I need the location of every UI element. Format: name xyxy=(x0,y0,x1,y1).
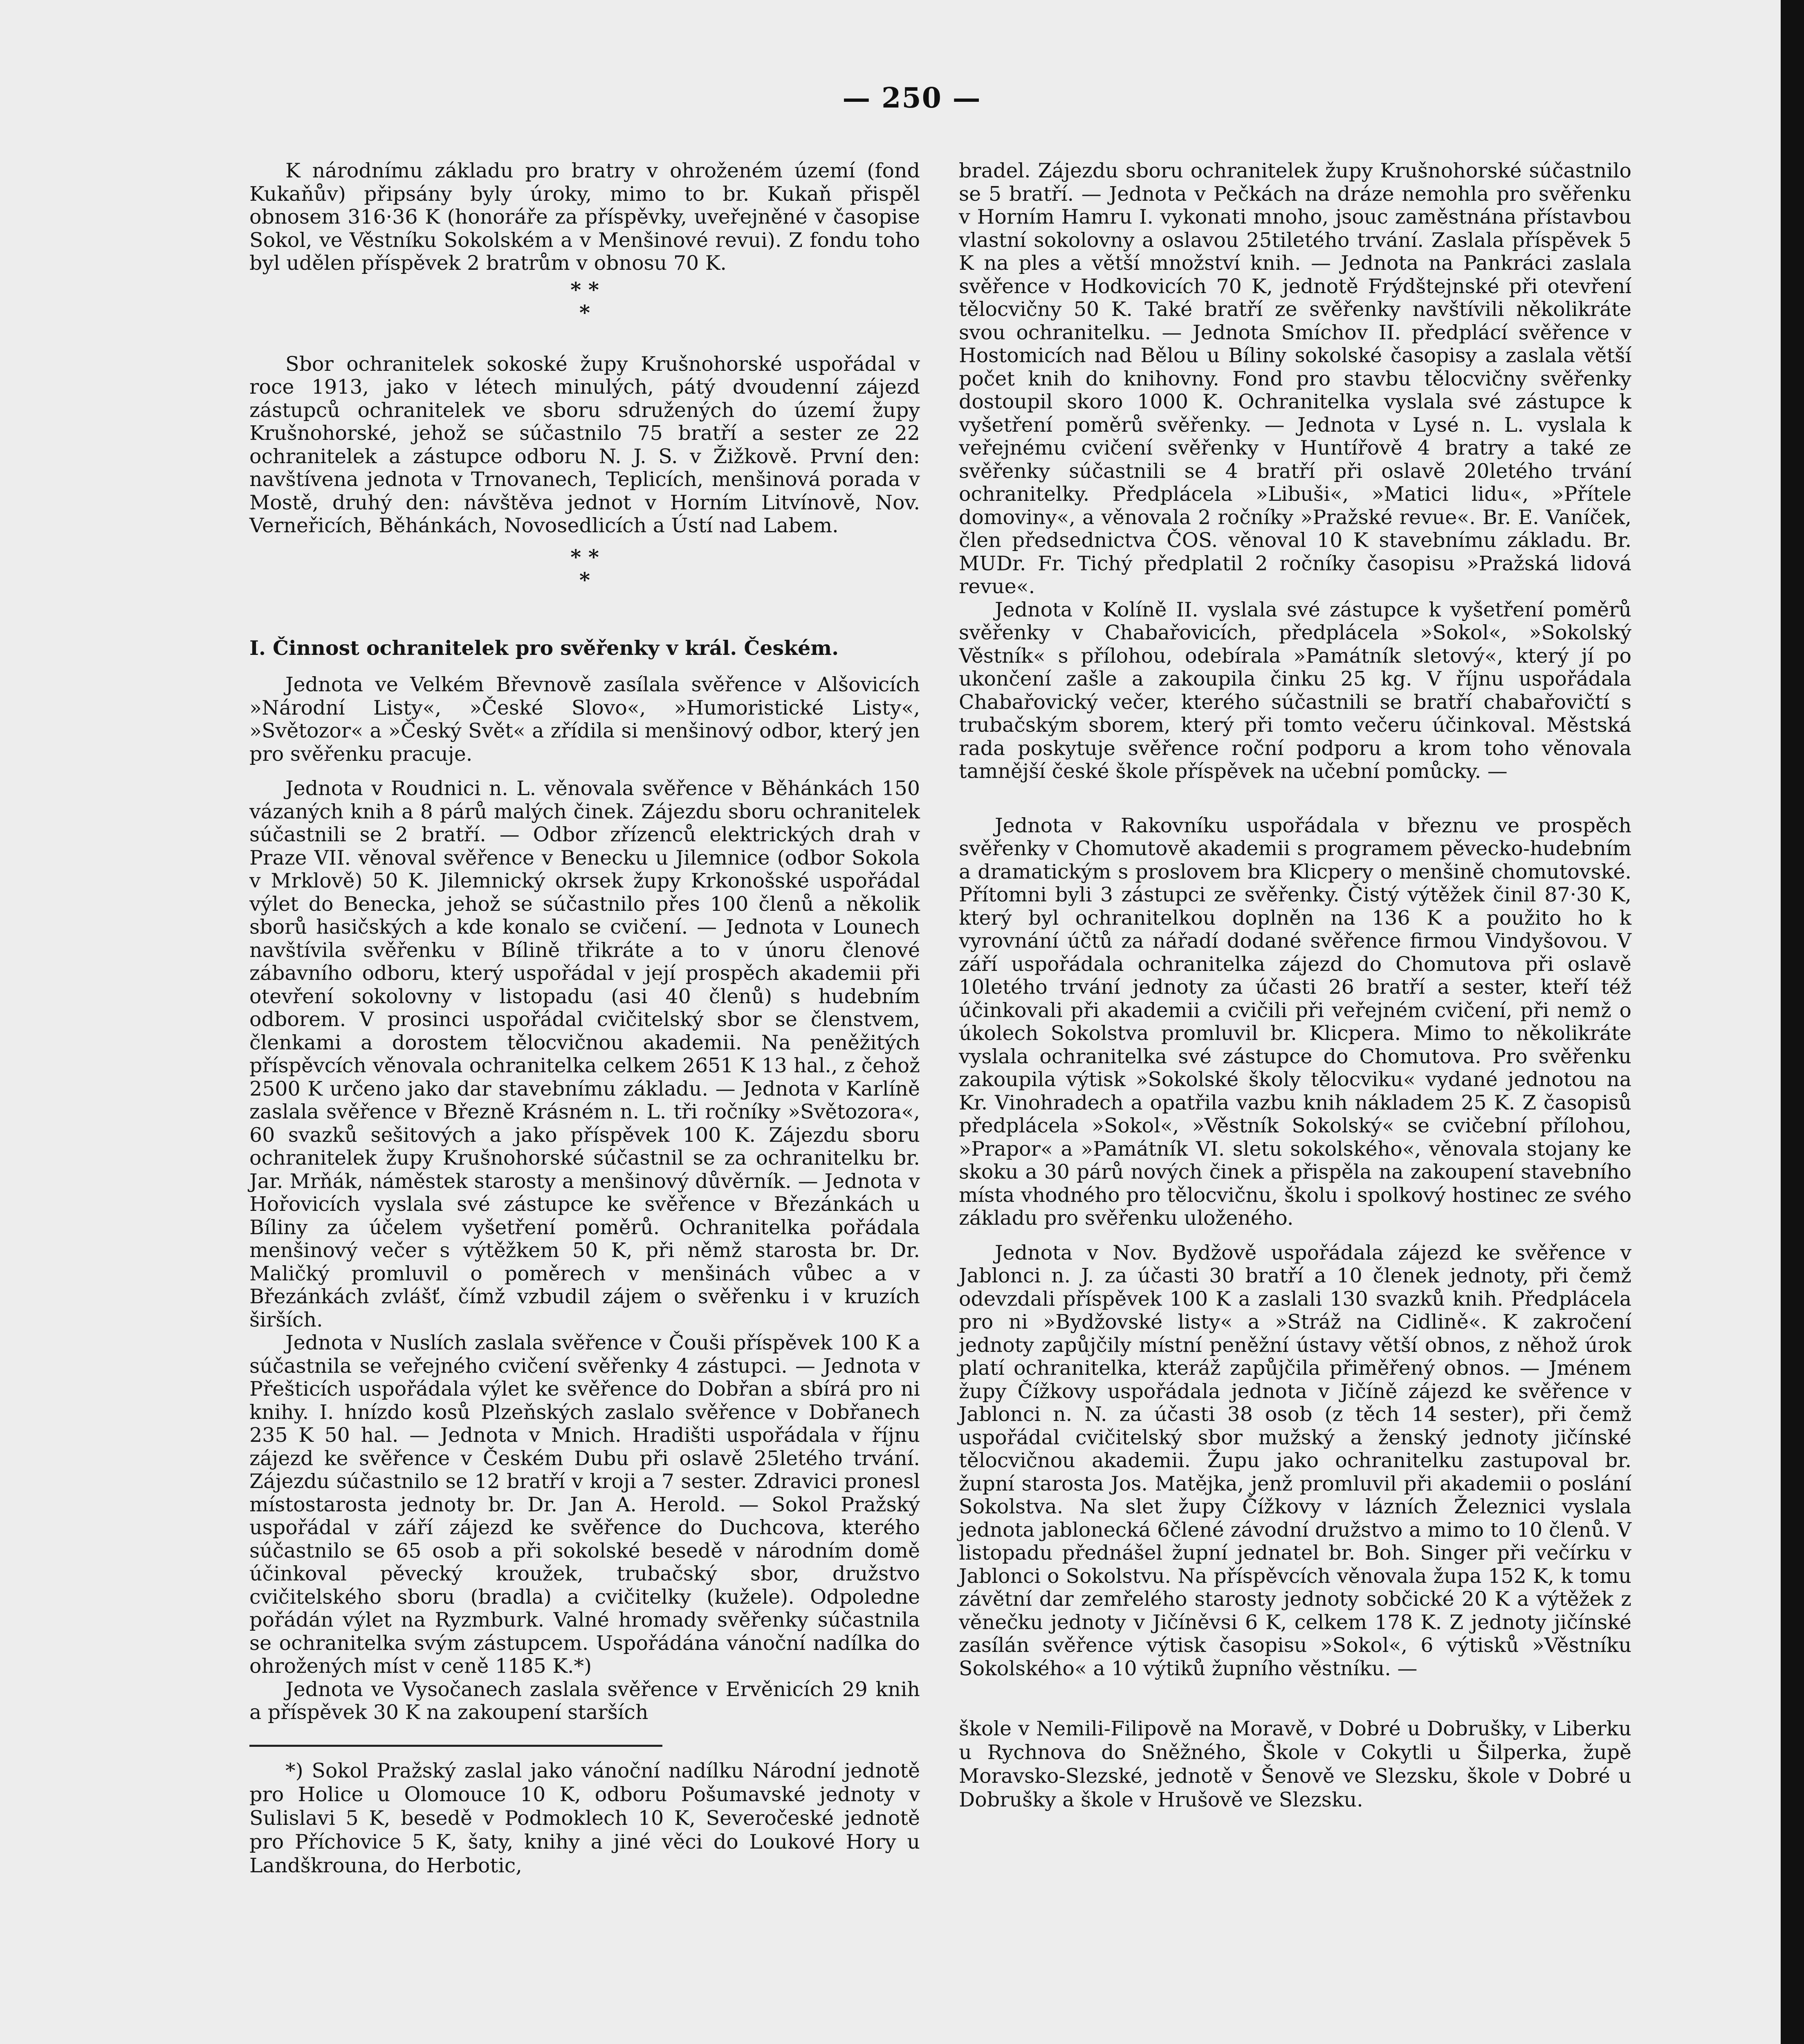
paragraph-vysocany: Jednota ve Vysočanech zaslala svěřence v Ervěnicích 29 knih a příspěvek 30 K na zakoupení starších xyxy=(249,1677,920,1724)
footnote-rule xyxy=(249,1745,662,1747)
right-column xyxy=(959,159,1631,1812)
scan-border-right xyxy=(1781,0,1804,2044)
paragraph-fund-kukan: K národnímu základu pro bratry v ohroženém území (fond Kukaňův) připsány byly úroky, mimo to br. Kukaň přispěl obnosem 316·36 K (honoráře za příspěvky, uveřejněné v časopise Sokol, ve Věstníku Sokolském a v Menšinové revui). Z fondu toho byl udělen příspěvek 2 bratrům v obnosu 70 K. xyxy=(249,159,920,275)
left-column xyxy=(249,159,920,1878)
paragraph-continuation: bradel. Zájezdu sboru ochranitelek župy Krušnohorské súčastnilo se 5 bratří. — Jednota v Pečkách na dráze nemohla pro svěřenku v Horním Hamru I. vykonati mnoho, jsouc zaměstnána přístavbou vlastní sokolovny a oslavou 25tiletého trvání. Zaslala příspěvek 5 K na ples a větší množství knih. — Jednota na Pankráci zaslala svěřence v Hodkovicích 70 K, jednotě Frýdštejnské při otevření tělocvičny 50 K. Také bratří ze svěřenky navštívili několikráte svou ochranitelku. — Jednota Smíchov II. předplácí svěřence v Hostomicích nad Bělou u Bíliny sokolské časopisy a zaslala větší počet knih do knihovny. Fond pro stavbu tělocvičny svěřenky dostoupil skoro 1000 K. Ochranitelka vyslala své zástupce k vyšetření poměrů svěřenky. — Jednota v Lysé n. L. vyslala k veřejnému cvičení svěřenky v Huntířově 4 bratry a také ze svěřenky súčastnili se 4 bratří při oslavě 20letého trvání ochranitelky. Předplácela »Libuši«, »Matici lidu«, »Přítele domoviny«, a věnovala 2 ročníky »Pražské revue«. Br. E. Vaníček, člen předsednictva ČOS. věnoval 10 K stavebnímu základu. Br. MUDr. Fr. Tichý předplatil 2 ročníky časopisu »Pražská lidová revue«. xyxy=(959,159,1631,598)
page-number: — 250 — xyxy=(842,82,981,114)
footnote-continuation: škole v Nemili-Filipově na Moravě, v Dobré u Dobrušky, v Liberku u Rychnova do Sněžného, Škole v Cokytli u Šilperka, župě Moravsko-Slezské, jednotě v Šenově ve Slezsku, škole v Dobré u Dobrušky a škole v Hrušově ve Slezsku. xyxy=(959,1717,1631,1811)
paragraph-krusnohorska-trip: Sbor ochranitelek sokoské župy Krušnohorské uspořádal v roce 1913, jako v létech minulých, pátý dvoudenní zájezd zástupců ochranitelek ve sboru sdružených do území župy Krušnohorské, jehož se súčastnilo 75 bratří a sester ze 22 ochranitelek a zástupce odboru N. J. S. v Žižkově. První den: navštívena jednota v Trnovanech, Teplicích, menšinová porada v Mostě, druhý den: návštěva jednot v Horním Litvínově, Nov. Verneřicích, Běhánkách, Novosedlicích a Ústí nad Labem. xyxy=(249,352,920,537)
paragraph-nusle: Jednota v Nuslích zaslala svěřence v Čouši příspěvek 100 K a súčastnila se veřejného cvičení svěřenky 4 zástupci. — Jednota v Přešticích uspořádala výlet ke svěřence do Dobřan a sbírá pro ni knihy. I. hnízdo kosů Plzeňských zaslalo svěřence v Dobřanech 235 K 50 hal. — Jednota v Mnich. Hradišti uspořádala v říjnu zájezd ke svěřence v Českém Dubu při oslavě 25letého trvání. Zájezdu súčastnilo se 12 bratří v kroji a 7 sester. Zdravici pronesl místostarosta jednoty br. Dr. Jan A. Herold. — Sokol Pražský uspořádal v září zájezd ke svěřence do Duchcova, kterého súčastnilo se 65 osob a při sokolské besedě v národním domě účinkoval pěvecký kroužek, trubačský sbor, družstvo cvičitelského sboru (bradla) a cvičitelky (kužele). Odpoledne pořádán výlet na Ryzmburk. Valné hromady svěřenky súčastnila se ochranitelka svým zástupcem. Uspořádána vánoční nadílka do ohrožených míst v ceně 1185 K.*) xyxy=(249,1331,920,1678)
paragraph-brevnov: Jednota ve Velkém Břevnově zasílala svěřence v Alšovicích »Národní Listy«, »České Slovo«, »Humoristické Listy«, »Světozor« a »Český Svět« a zřídila si menšinový odbor, který jen pro svěřenku pracuje. xyxy=(249,673,920,766)
footnote: *) Sokol Pražský zaslal jako vánoční nadílku Národní jednotě pro Holice u Olomouce 10 K, odboru Pošumavské jednoty v Sulislavi 5 K, besedě v Podmoklech 10 K, Severočeské jednotě pro Příchovice 5 K, šaty, knihy a jiné věci do Loukové Hory u Landškrouna, do Herbotic, xyxy=(249,1759,920,1877)
section-heading: I. Činnost ochranitelek pro svěřenky v král. Českém. xyxy=(249,636,839,660)
paragraph-rakovnik: Jednota v Rakovníku uspořádala v březnu ve prospěch svěřenky v Chomutově akademii s programem pěvecko-hudebním a dramatickým s proslovem bra Klicpery o menšině chomutovské. Přítomni byli 3 zástupci ze svěřenky. Čistý výtěžek činil 87·30 K, který byl ochranitelkou doplněn na 136 K a použito ho k vyrovnání účtů za nářadí dodané svěřence firmou Vindyšovou. V září uspořádala ochranitelka zájezd do Chomutova při oslavě 10letého trvání jednoty za účasti 26 bratří a sester, kteří též účinkovali při akademii a cvičili při veřejném cvičení, při nemž o úkolech Sokolstva promluvil br. Klicpera. Mimo to několikráte vyslala ochranitelka své zástupce do Chomutova. Pro svěřenku zakoupila výtisk »Sokolské školy tělocviku« vydané jednotou na Kr. Vinohradech a opatřila vazbu knih nákladem 25 K. Z časopisů předplácela »Sokol«, »Věstník Sokolský« se cvičební přílohou, »Prapor« a »Památník VI. sletu sokolského«, věnovala stojany ke skoku a 30 párů nových činek a přispěla na zakoupení stavebního místa vhodného pro tělocvičnu, školu i spolkový hostinec ze svého základu pro svěřenku uloženého. xyxy=(959,814,1631,1230)
paragraph-roudnice: Jednota v Roudnici n. L. věnovala svěřence v Běhánkách 150 vázaných knih a 8 párů malých činek. Zájezdu sboru ochranitelek súčastnili se 2 bratří. — Odbor zřízenců elektrických drah v Praze VII. věnoval svěřence v Benecku u Jilemnice (odbor Sokola v Mrklově) 50 K. Jilemnický okrsek župy Krkonošské uspořádal výlet do Benecka, jehož se súčastnilo přes 100 členů a několik sborů hasičských a kde konalo se cvičení. — Jednota v Lounech navštívila svěřenku v Bílině třikráte a to v únoru členové zábavního odboru, který uspořádal v její prospěch akademii při otevření sokolovny v listopadu (asi 40 členů) s hudebním odborem. V prosinci uspořádal cvičitelský sbor se členstvem, členkami a dorostem tělocvičnou akademii. Na peněžitých příspěvcích věnovala ochranitelka celkem 2651 K 13 hal., z čehož 2500 K určeno jako dar stavebnímu základu. — Jednota v Karlíně zaslala svěřence v Březně Krásném n. L. tři ročníky »Světozora«, 60 svazků sešitových a jako příspěvek 100 K. Zájezdu sboru ochranitelek župy Krušnohorské súčastnil se za ochranitelku br. Jar. Mrňák, náměstek starosty a menšinový důvěrník. — Jednota v Hořovicích vyslala své zástupce ke svěřence v Březánkách u Bíliny za účelem vyšetření poměrů. Ochranitelka pořádala menšinový večer s výtěžkem 50 K, při němž starosta br. Dr. Maličký promluvil o poměrech v menšinách vůbec a v Březánkách zvlášť, čímž vzbudil zájem o svěřenku i v kruzích širších. xyxy=(249,777,920,1331)
paragraph-bydzov: Jednota v Nov. Bydžově uspořádala zájezd ke svěřence v Jablonci n. J. za účasti 30 bratří a 10 členek jednoty, při čemž odevzdali příspěvek 100 K a zaslali 130 svazků knih. Předplácela pro ni »Bydžovské listy« a »Stráž na Cidlině«. K zakročení jednoty zapůjčily místní peněžní ústavy větší obnos, z něhož úrok platí ochranitelka, kteráž zapůjčila přiměřený obnos. — Jménem župy Čížkovy uspořádala jednota v Jičíně zájezd ke svěřence v Jablonci n. N. za účasti 38 osob (z těch 14 sester), při čemž uspořádal cvičitelský sbor mužský a ženský jednoty jičínské tělocvičnou akademii. Župu jako ochranitelku zastupoval br. župní starosta Jos. Matějka, jenž promluvil při akademii o poslání Sokolstva. Na slet župy Čížkovy v lázních Železnici vyslala jednota jablonecká 6člené závodní družstvo a mimo to 10 členů. V listopadu přednášel župní jednatel br. Boh. Singer při večírku v Jablonci o Sokolstvu. Na příspěvcích věnovala župa 152 K, k tomu závětní dar zemřelého starosty jednoty sobčické 20 K a výtěžek z věnečku jednoty v Jičíněvsi 6 K, celkem 178 K. Z jednoty jičínské zasílán svěřence výtisk časopisu »Sokol«, 6 výtisků »Věstníku Sokolského« a 10 výtiků župního věstníku. — xyxy=(959,1241,1631,1680)
paragraph-kolin: Jednota v Kolíně II. vyslala své zástupce k vyšetření poměrů svěřenky v Chabařovicích, předplácela »Sokol«, »Sokolský Věstník« s přílohou, odebírala »Památník sletový«, který jí po ukončení zašle a zakoupila činku 25 kg. V říjnu uspořádala Chabařovický večer, kterého súčastnili se bratří chabařovičtí s trubačským sborem, který při tomto večeru účinkoval. Městská rada poskytuje svěřence roční podporu a krom toho věnovala tamnější české škole příspěvek na učební pomůcky. — xyxy=(959,598,1631,783)
asterism-separator: * * * xyxy=(570,277,599,325)
asterism-separator: * * * xyxy=(570,545,599,592)
